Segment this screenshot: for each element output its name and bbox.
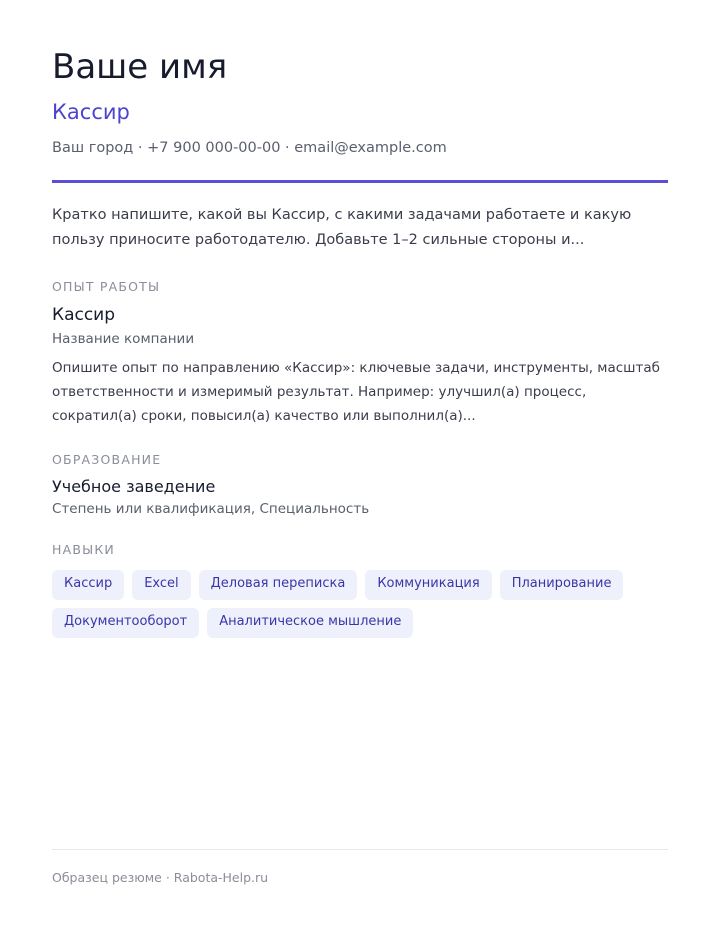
footer-text: Образец резюме · Rabota-Help.ru — [52, 870, 269, 885]
candidate-role: Кассир — [52, 100, 130, 124]
skills-section-title: НАВЫКИ — [52, 542, 115, 557]
experience-section-title: ОПЫТ РАБОТЫ — [52, 279, 161, 294]
contact-line: Ваш город · +7 900 000-00-00 · email@example.com — [52, 140, 447, 156]
education-degree: Степень или квалификация, Специальность — [52, 501, 370, 517]
education-school: Учебное заведение — [52, 477, 216, 496]
skill-chip: Кассир — [52, 570, 124, 600]
education-section-title: ОБРАЗОВАНИЕ — [52, 452, 162, 467]
skill-chip: Деловая переписка — [199, 570, 358, 600]
candidate-name: Ваше имя — [52, 47, 228, 87]
skill-chip: Документооборот — [52, 608, 199, 638]
skills-list — [52, 570, 668, 638]
summary-text: Кратко напишите, какой вы Кассир, с какими задачами работаете и какую пользу приносите работодателю. Добавьте 1–2 сильные стороны и... — [52, 207, 632, 248]
skill-chip: Коммуникация — [365, 570, 491, 600]
skill-chip: Excel — [132, 570, 190, 600]
footer-divider — [52, 849, 668, 850]
skill-chip: Аналитическое мышление — [207, 608, 413, 638]
company-name: Название компании — [52, 331, 195, 347]
job-title: Кассир — [52, 305, 116, 325]
skill-chip: Планирование — [500, 570, 624, 600]
job-description: Опишите опыт по направлению «Кассир»: ключевые задачи, инструменты, масштаб ответственности и измеримый результат. Например: улучшил(а) процесс, сократил(а) сроки, повысил(а) качество или выполнил(а)... — [52, 360, 661, 424]
accent-divider — [52, 180, 668, 183]
